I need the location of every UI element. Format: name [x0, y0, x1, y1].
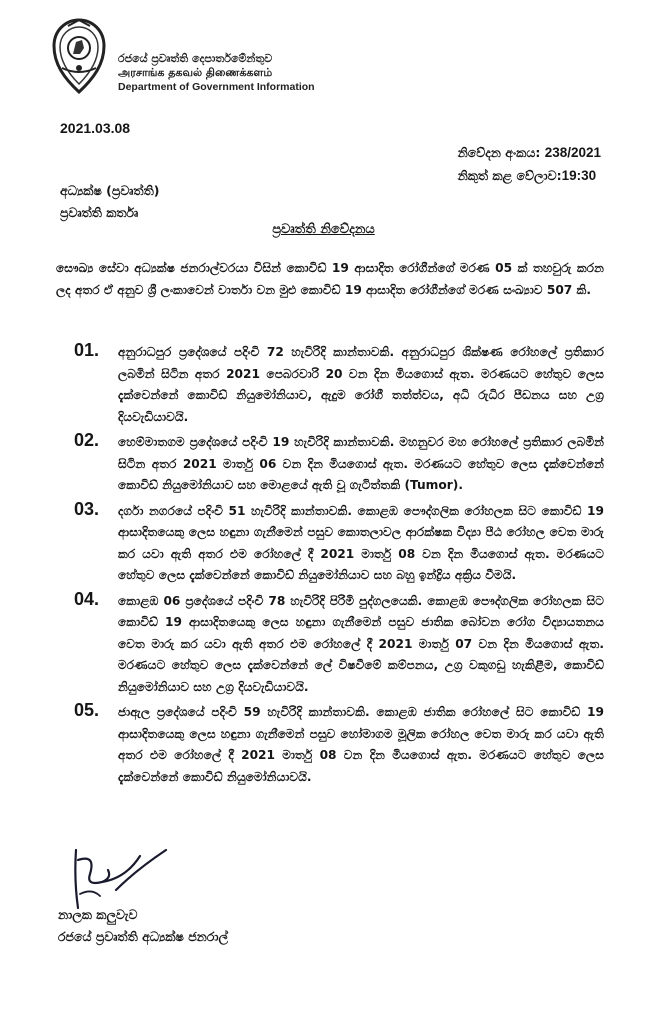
list-item — [74, 702, 604, 788]
recipient-line: ප්‍රවෘත්ති කර්තෘ — [60, 205, 139, 220]
document-date: 2021.03.08 — [60, 120, 131, 136]
release-number-value: 238/2021 — [544, 145, 601, 160]
letterhead-english: Department of Government Information — [118, 81, 315, 93]
recipient-line: අධ්‍යක්ෂ (ප්‍රවෘත්ති) — [60, 183, 160, 198]
letterhead-sinhala: රජයේ ප්‍රවෘත්ති දෙපාර්තමේන්තුව — [118, 52, 273, 65]
release-time — [458, 164, 601, 187]
item-number: 03. — [74, 498, 100, 519]
recipients — [60, 180, 159, 224]
letterhead — [48, 12, 368, 102]
item-number: 05. — [74, 700, 100, 720]
item-number: 02. — [74, 430, 100, 450]
letterhead-tamil: அரசாங்க தகவல் திணைக்களம் — [118, 66, 273, 79]
release-time-label: නිකුත් කළ වේලාව: — [457, 168, 562, 183]
item-text: ජාඇල ප්‍රදේශයේ පදිංචි 59 හැවිරිදි කාන්තාවකි. කොළඹ ජාතික රෝහලේ සිට කොවිඩ් 19 ආසාදිතයෙකු ලෙස හඳුනා ගැනීමෙන් පසුව හෝමාගම මූලික රෝහල වෙත මාරු කර යවා ඇති අතර එම රෝහලේ දී 2021 මාර්තු 08 වන දින මියගොස් ඇත. මරණයට හේතුව ලෙස දැක්වෙන්නේ කොවිඩ් නියුමෝනියාවයි. — [118, 705, 604, 784]
list-item — [74, 498, 604, 587]
item-number: 01. — [74, 340, 100, 360]
release-time-value: 19:30 — [561, 168, 597, 183]
list-item — [74, 432, 604, 497]
list-item — [74, 342, 604, 428]
sri-lanka-emblem-icon — [48, 18, 110, 96]
item-text: අනුරාධපුර ප්‍රදේශයේ පදිංචි 72 හැවිරිදි කාන්තාවකි. අනුරාධපුර ශික්ෂණ රෝහලේ ප්‍රතිකාර ලබමින් සිටින අතර 2021 පෙබරවාරි 20 වන දින මියගොස් ඇත. මරණයට හේතුව ලෙස දැක්වෙන්නේ කොවිඩ් නියුමෝනියාව, ඇදුම රෝගී තත්ත්වය, අධි රුධිර පීඩනය සහ උග්‍ර දියවැඩියාවයි. — [118, 345, 604, 424]
list-item — [74, 588, 604, 699]
release-number — [458, 141, 601, 164]
signer-name: නාලක කලුවැව — [58, 907, 138, 922]
death-list — [74, 342, 604, 792]
letterhead-text — [118, 52, 315, 94]
item-text: දර්ගා නගරයේ පදිංචි 51 හැවිරිදි කාන්තාවකි. කොළඹ පෞද්ගලික රෝහලක සිට කොවිඩ් 19 ආසාදිතයෙකු ලෙස හඳුනා ගැනීමෙන් පසුව කොතලාවල ආරක්ෂක විද්‍යා පීඨ රෝහල වෙත මාරු කර යවා ඇති අතර එම රෝහලේ දී 2021 මාර්තු 08 වන දින මියගොස් ඇත. මරණයට හේතුව ලෙස දැක්වෙන්නේ කොවිඩ් නියුමෝනියාව සහ බහු ඉන්ද්‍රිය අක්‍රිය වීමයි. — [118, 503, 604, 582]
release-number-label: නිවේදන අංකය: — [457, 145, 541, 160]
item-number: 04. — [74, 588, 100, 609]
signer-block — [58, 904, 228, 948]
document-heading — [0, 222, 647, 237]
reference-block — [458, 141, 601, 187]
intro-paragraph: සෞඛ්‍ය සේවා අධ්‍යක්ෂ ජනරාල්වරයා විසින් කොවිඩ් 19 ආසාදිත රෝගීන්ගේ මරණ 05 ක් තහවුරු කරන ලද අතර ඒ අනුව ශ්‍රී ලංකාවෙන් වාර්තා වන මුළු කොවිඩ් 19 ආසාදිත රෝගීන්ගේ මරණ සංඛ්‍යාව 507 කි. — [56, 261, 604, 297]
item-text: හෙම්මාතගම ප්‍රදේශයේ පදිංචි 19 හැවිරිදි කාන්තාවකි. මහනුවර මහ රෝහලේ ප්‍රතිකාර ලබමින් සිටින අතර 2021 මාර්තු 06 වන දින මියගොස් ඇත. මරණයට හේතුව ලෙස දැක්වෙන්නේ කොවිඩ් නියුමෝනියාව සහ මොළයේ ඇති වූ ගැටිත්තකි (Tumor). — [118, 435, 604, 492]
item-text: කොළඹ 06 ප්‍රදේශයේ පදිංචි 78 හැවිරිදි පිරිමි පුද්ගලයෙකි. කොළඹ පෞද්ගලික රෝහලක සිට කොවිඩ් 19 ආසාදිතයෙකු ලෙස හඳුනා ගැනීමෙන් පසුව ජාතික බෝවන රෝග විද්‍යායතනය වෙත මාරු කර යවා ඇති අතර එම රෝහලේ දී 2021 මාර්තු 07 වන දින මියගොස් ඇත. මරණයට හේතුව ලෙස දැක්වෙන්නේ ලේ විෂවීමේ කම්පනය, උග්‍ර වකුගඩු හැකිළීම, කොවිඩ් නියුමෝනියාව සහ උග්‍ර දියවැඩියාවයි. — [118, 593, 604, 694]
heading-text: ප්‍රවෘත්ති නිවේදනය — [272, 222, 375, 237]
signer-title: රජයේ ප්‍රවෘත්ති අධ්‍යක්ෂ ජනරාල් — [58, 929, 229, 944]
